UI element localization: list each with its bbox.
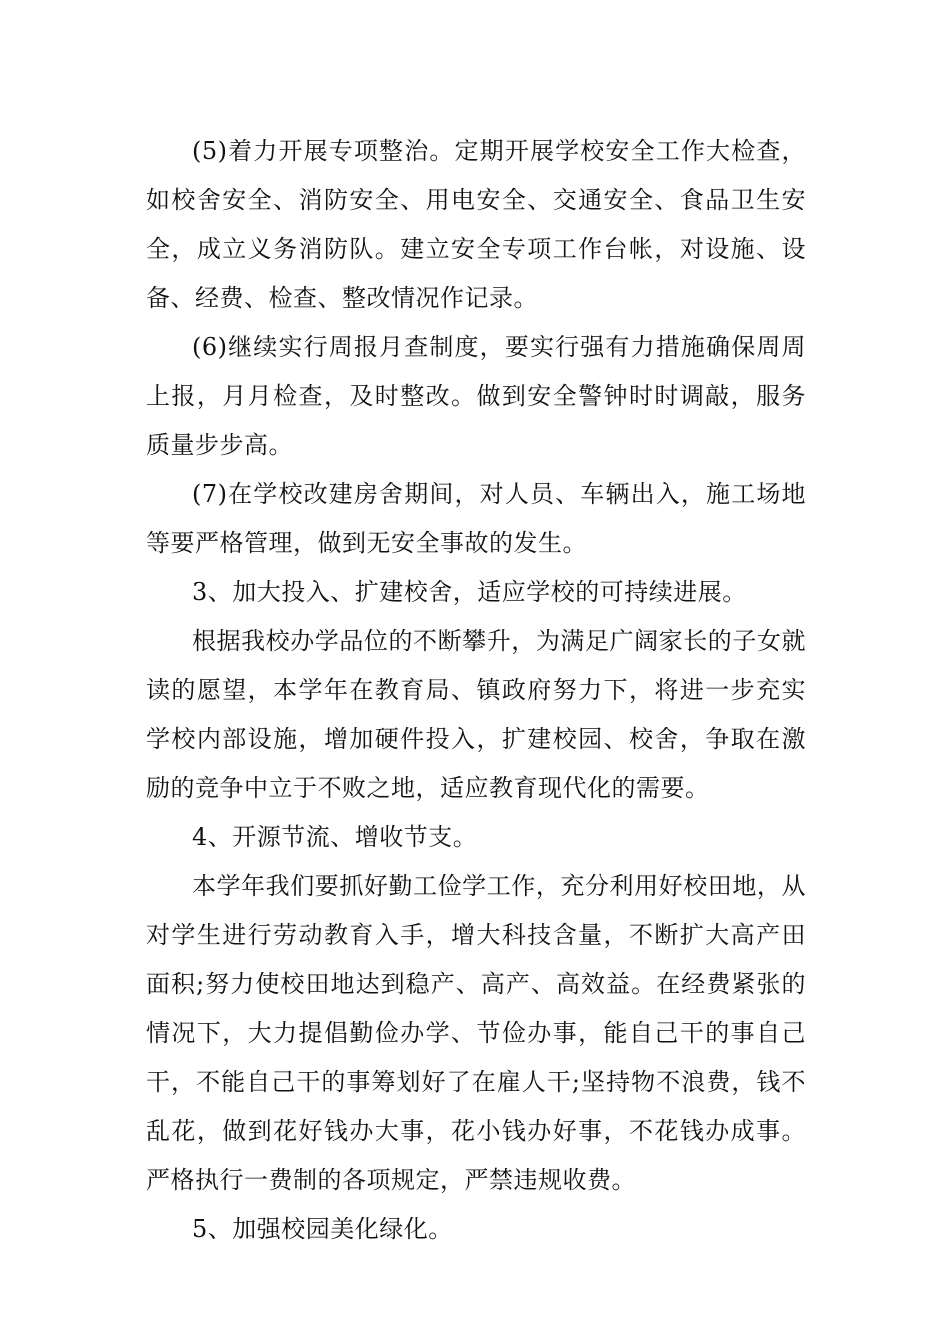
section-heading-3: 3、加大投入、扩建校舍，适应学校的可持续进展。 <box>192 578 747 606</box>
paragraph-investment: 根据我校办学品位的不断攀升，为满足广阔家长的子女就读的愿望，本学年在教育局、镇政府努力下，将进一步充实学校内部设施，增加硬件投入，扩建校园、校舍，争取在激励的竞争中立于不败之地，适应教育现代化的需要。 <box>146 627 806 802</box>
paragraph-item-7: (7)在学校改建房舍期间，对人员、车辆出入，施工场地等要严格管理，做到无安全事故的发生。 <box>146 480 806 557</box>
document-body <box>146 127 806 1254</box>
section-heading-5: 5、加强校园美化绿化。 <box>192 1215 453 1243</box>
section-heading-4: 4、开源节流、增收节支。 <box>192 823 478 851</box>
paragraph-item-5: (5)着力开展专项整治。定期开展学校安全工作大检查，如校舍安全、消防安全、用电安全、交通安全、食品卫生安全，成立义务消防队。建立安全专项工作台帐，对设施、设备、经费、检查、整改情况作记录。 <box>146 137 806 312</box>
paragraph-thrift: 本学年我们要抓好勤工俭学工作，充分利用好校田地，从对学生进行劳动教育入手，增大科技含量，不断扩大高产田面积;努力使校田地达到稳产、高产、高效益。在经费紧张的情况下，大力提倡勤俭办学、节俭办事，能自己干的事自己干，不能自己干的事筹划好了在雇人干;坚持物不浪费，钱不乱花，做到花好钱办大事，花小钱办好事，不花钱办成事。严格执行一费制的各项规定，严禁违规收费。 <box>146 872 806 1194</box>
paragraph-item-6: (6)继续实行周报月查制度，要实行强有力措施确保周周上报，月月检查，及时整改。做到安全警钟时时调敲，服务质量步步高。 <box>146 333 806 459</box>
